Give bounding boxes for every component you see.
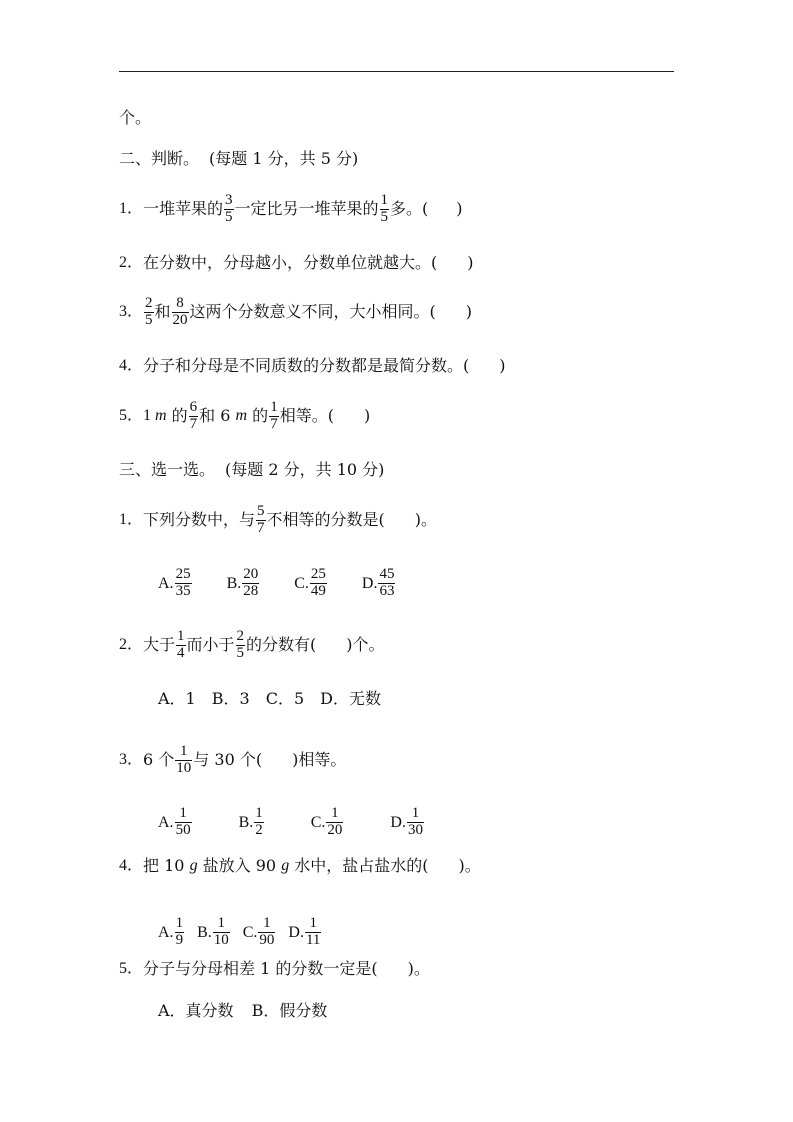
question-number: 3． bbox=[119, 751, 144, 769]
s2-question-3 bbox=[119, 296, 472, 329]
s3-q5-options bbox=[158, 1003, 327, 1019]
question-text: 水中，盐占盐水的( bbox=[289, 856, 429, 875]
question-text: 大于 bbox=[143, 635, 176, 655]
question-text: 而小于 bbox=[186, 635, 235, 655]
top-fragment bbox=[119, 110, 151, 126]
question-text: 把 10 bbox=[143, 856, 190, 875]
s2-question-5 bbox=[119, 400, 370, 433]
question-number: 5． bbox=[119, 960, 144, 977]
option-b[interactable]: B. $\frac{20}{28}$ bbox=[226, 566, 259, 599]
question-text: )。 bbox=[458, 856, 481, 875]
question-text: )。 bbox=[407, 959, 430, 978]
s3-question-2 bbox=[119, 629, 385, 662]
question-number: 3． bbox=[119, 303, 144, 321]
question-number: 1． bbox=[119, 511, 144, 529]
section3-heading bbox=[119, 462, 384, 478]
fraction: $\frac{6}{7}$ bbox=[189, 399, 198, 432]
question-text: 1 bbox=[143, 407, 156, 425]
question-text: 下列分数中，与 bbox=[143, 510, 256, 530]
question-text: 一堆苹果的 bbox=[143, 199, 224, 219]
option-a[interactable]: A. $\frac{1}{50}$ bbox=[158, 805, 191, 838]
paren-close: ) bbox=[363, 406, 371, 426]
question-text: 一定比另一堆苹果的 bbox=[234, 199, 379, 219]
question-text: 6 个 bbox=[143, 750, 175, 770]
s3-q4-options bbox=[158, 916, 322, 949]
question-number: 4． bbox=[119, 857, 144, 874]
option-b[interactable]: B．假分数 bbox=[251, 1001, 328, 1020]
header-rule bbox=[119, 71, 674, 72]
unit-symbol: g bbox=[189, 857, 198, 874]
option-d[interactable]: D. $\frac{1}{11}$ bbox=[288, 915, 321, 948]
question-text: 和 bbox=[154, 302, 171, 322]
fraction: $\frac{1}{10}$ bbox=[176, 743, 192, 776]
fraction: $\frac{2}{5}$ bbox=[236, 628, 245, 661]
s2-question-4 bbox=[119, 358, 506, 374]
paren-close: ) bbox=[465, 302, 473, 322]
question-number: 1． bbox=[119, 200, 144, 218]
option-d[interactable]: D．无数 bbox=[320, 689, 381, 708]
option-d[interactable]: D. $\frac{45}{63}$ bbox=[361, 566, 395, 599]
question-text: 的 bbox=[166, 406, 188, 426]
question-number: 2． bbox=[119, 254, 144, 271]
s3-question-4 bbox=[119, 858, 481, 874]
fraction: $\frac{3}{5}$ bbox=[225, 192, 233, 225]
option-c[interactable]: C. $\frac{1}{90}$ bbox=[242, 915, 275, 948]
option-a[interactable]: A. $\frac{25}{35}$ bbox=[158, 566, 191, 599]
s2-question-1 bbox=[119, 193, 463, 226]
question-number: 5． bbox=[119, 407, 144, 425]
s2-question-2 bbox=[119, 255, 474, 271]
option-c[interactable]: C. $\frac{25}{49}$ bbox=[294, 566, 326, 599]
section2-heading bbox=[119, 151, 358, 167]
option-b[interactable]: B．3 bbox=[211, 689, 250, 708]
section3-score-note: (每题 2 分，共 10 分) bbox=[225, 460, 385, 479]
fraction: $\frac{1}{4}$ bbox=[177, 628, 185, 661]
question-text: 多。( bbox=[390, 199, 429, 219]
option-b[interactable]: B. $\frac{1}{10}$ bbox=[197, 915, 229, 948]
paren-close: ) bbox=[456, 199, 463, 219]
unit-symbol: m bbox=[155, 407, 167, 425]
option-a[interactable]: A．真分数 bbox=[158, 1001, 234, 1020]
fraction: $\frac{2}{5}$ bbox=[145, 295, 153, 328]
question-text: 在分数中，分母越小，分数单位就越大。( bbox=[143, 253, 438, 272]
unit-symbol: g bbox=[281, 857, 290, 874]
s3-question-3 bbox=[119, 744, 346, 777]
option-c[interactable]: C．5 bbox=[265, 689, 305, 708]
question-text: 的 bbox=[247, 406, 269, 426]
question-text: )个。 bbox=[346, 635, 385, 655]
fraction: $\frac{5}{7}$ bbox=[257, 503, 265, 536]
section2-title: 二、判断。 bbox=[119, 149, 200, 168]
top-fragment-text: 个。 bbox=[119, 108, 152, 127]
question-text: )。 bbox=[414, 510, 438, 530]
s3-q1-options bbox=[158, 567, 396, 600]
question-text: )相等。 bbox=[292, 750, 347, 770]
question-text: 的分数有( bbox=[246, 635, 317, 655]
s3-q3-options bbox=[158, 806, 425, 839]
paren-close: ) bbox=[467, 253, 474, 272]
s3-question-5 bbox=[119, 961, 430, 977]
question-text: 与 30 个( bbox=[193, 750, 263, 770]
unit-symbol: m bbox=[235, 407, 248, 425]
question-number: 2． bbox=[119, 636, 144, 654]
question-text: 这两个分数意义不同，大小相同。( bbox=[189, 302, 436, 322]
question-text: 盐放入 90 bbox=[197, 856, 282, 875]
s3-question-1 bbox=[119, 504, 437, 537]
option-b[interactable]: B. $\frac{1}{2}$ bbox=[238, 805, 263, 838]
fraction: $\frac{1}{7}$ bbox=[270, 399, 278, 432]
question-text: 分子和分母是不同质数的分数都是最简分数。( bbox=[143, 356, 470, 375]
paren-close: ) bbox=[499, 356, 506, 375]
fraction: $\frac{1}{5}$ bbox=[380, 192, 389, 225]
fraction: $\frac{8}{20}$ bbox=[172, 295, 188, 328]
option-a[interactable]: A．1 bbox=[158, 689, 196, 708]
section2-score-note: (每题 1 分，共 5 分) bbox=[209, 149, 359, 168]
option-c[interactable]: C. $\frac{1}{20}$ bbox=[310, 805, 343, 838]
s3-q2-options bbox=[158, 691, 381, 707]
question-text: 和 6 bbox=[199, 406, 236, 426]
section3-title: 三、选一选。 bbox=[119, 460, 216, 479]
option-a[interactable]: A. $\frac{1}{9}$ bbox=[158, 915, 184, 948]
option-d[interactable]: D. $\frac{1}{30}$ bbox=[390, 805, 423, 838]
question-number: 4． bbox=[119, 357, 144, 374]
question-text: 分子与分母相差 1 的分数一定是( bbox=[143, 959, 378, 978]
question-text: 不相等的分数是( bbox=[266, 510, 385, 530]
question-text: 相等。( bbox=[279, 406, 334, 426]
